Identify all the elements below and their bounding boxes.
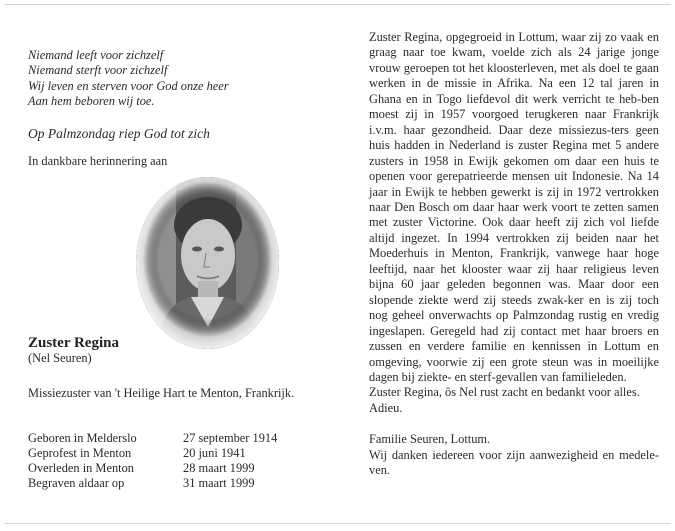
top-border — [4, 4, 671, 5]
adieu-line: Adieu. — [369, 400, 403, 415]
gratitude-line: In dankbare herinnering aan — [28, 153, 168, 168]
poem-line: Niemand leeft voor zichzelf — [28, 48, 164, 62]
date-row-born — [28, 431, 288, 446]
deceased-name: Zuster Regina — [28, 335, 119, 351]
date-row-died — [28, 461, 288, 476]
biography-text: Zuster Regina, opgegroeid in Lottum, waar zij zo vaak en graag naar toe kwam, voelde zich als 24 jarige jonge vrouw geroepen tot het kloosterleven, met als doel te gaan werken in de missie in Afrika. Na een 12 tal jaren in Ghana en in Togo liefdevol dit werk verricht te heb-ben moest zij in 1957 voorgoed terugkeren naar Frankrijk i.v.m. haar gezondheid. Daar deze missiezus-ters geen huis hadden in Nederland is zuster Regina met 5 andere zusters in 1958 in Ewijk gekomen om daar een huis te openen voor gerepatrieerde mensen uit Indonesie. Na 14 jaar in Ewijk te hebben gewerkt is zij in 1972 vertrokken naar Den Bosch om daar haar werk voort te zetten samen met zuster Victorine. Ook daar heeft zij zich vol liefde altijd ingezet. In 1994 vertrokken zij beiden naar het Moederhuis in Menton, Frankrijk, vanwege haar hoge leeftijd, naar het klooster waar zij haar religieus leven bijna 60 jaar geleden begonnen was. Maar door een slopende ziekte werd zij steeds zwak-ker en is zij toch nog geheel onverwachts op Palmzondag rustig en vredig ingeslapen. Geregeld had zij contact met haar broers en zussen en verdere familie en kennissen in Lottum en omgeving, voorwie zij een grote steun was in moeilijke dagen bij ziekte- en sterf-gevallen van familieleden. — [369, 30, 659, 384]
thanks-line: Wij danken iedereen voor zijn aanwezigheid en medele-ven. — [369, 447, 659, 478]
mission-line: Missiezuster van 't Heilige Hart te Menton, Frankrijk. — [28, 386, 295, 400]
date-label: Geboren in Melderslo — [28, 431, 137, 445]
date-label: Overleden in Menton — [28, 461, 134, 475]
date-value: 27 september 1914 — [183, 431, 278, 445]
left-column — [28, 48, 328, 169]
portrait-illustration — [136, 177, 279, 349]
bottom-border — [4, 523, 671, 524]
date-row-professed — [28, 446, 288, 461]
date-row-buried — [28, 476, 288, 491]
poem-line: Wij leven en sterven voor God onze heer — [28, 78, 229, 93]
palm-sunday-line: Op Palmzondag riep God tot zich — [28, 125, 210, 141]
date-label: Begraven aldaar op — [28, 476, 125, 490]
poem-line: Niemand sterft voor zichzelf — [28, 63, 168, 78]
poem — [28, 48, 328, 110]
portrait-oval — [136, 177, 279, 349]
closing-line: Zuster Regina, ôs Nel rust zacht en bedankt voor alles. — [369, 385, 640, 400]
portrait-photo — [136, 177, 279, 349]
right-column — [369, 30, 659, 479]
poem-line: Aan hem beboren wij toe. — [28, 94, 155, 109]
date-value: 20 juni 1941 — [183, 446, 246, 460]
family-signature: Familie Seuren, Lottum. — [369, 432, 491, 447]
date-value: 28 maart 1999 — [183, 461, 255, 475]
dates-table — [28, 431, 288, 491]
date-label: Geprofest in Menton — [28, 446, 132, 460]
date-value: 31 maart 1999 — [183, 476, 255, 490]
birth-name: (Nel Seuren) — [28, 351, 92, 365]
